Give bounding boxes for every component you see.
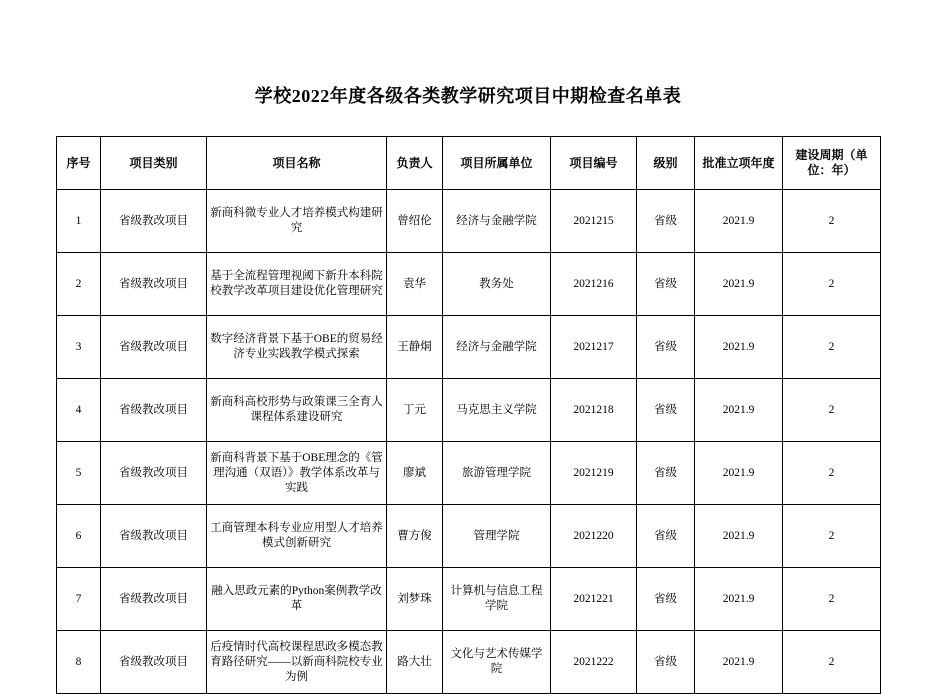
table-header	[57, 137, 881, 190]
column-header-period: 建设周期（单位：年）	[783, 137, 881, 190]
cell-code: 2021220	[551, 505, 637, 568]
cell-year: 2021.9	[695, 253, 783, 316]
cell-category: 省级教改项目	[101, 442, 207, 505]
table-row	[57, 379, 881, 442]
cell-category: 省级教改项目	[101, 631, 207, 694]
cell-name: 数字经济背景下基于OBE的贸易经济专业实践教学模式探索	[207, 316, 387, 379]
cell-leader: 曹方俊	[387, 505, 443, 568]
cell-year: 2021.9	[695, 190, 783, 253]
cell-period: 2	[783, 442, 881, 505]
cell-leader: 王静烔	[387, 316, 443, 379]
cell-seq: 7	[57, 568, 101, 631]
cell-period: 2	[783, 316, 881, 379]
project-table	[56, 136, 881, 694]
cell-category: 省级教改项目	[101, 316, 207, 379]
cell-level: 省级	[637, 379, 695, 442]
column-header-leader: 负责人	[387, 137, 443, 190]
cell-period: 2	[783, 190, 881, 253]
cell-year: 2021.9	[695, 568, 783, 631]
cell-period: 2	[783, 505, 881, 568]
cell-unit: 经济与金融学院	[443, 190, 551, 253]
table-header-row	[57, 137, 881, 190]
cell-seq: 8	[57, 631, 101, 694]
cell-name: 工商管理本科专业应用型人才培养模式创新研究	[207, 505, 387, 568]
column-header-name: 项目名称	[207, 137, 387, 190]
cell-seq: 2	[57, 253, 101, 316]
cell-leader: 刘梦珠	[387, 568, 443, 631]
cell-level: 省级	[637, 316, 695, 379]
cell-seq: 3	[57, 316, 101, 379]
cell-code: 2021215	[551, 190, 637, 253]
cell-leader: 丁元	[387, 379, 443, 442]
column-header-year: 批准立项年度	[695, 137, 783, 190]
table-body	[57, 190, 881, 694]
cell-name: 新商科微专业人才培养模式构建研究	[207, 190, 387, 253]
cell-code: 2021218	[551, 379, 637, 442]
cell-level: 省级	[637, 505, 695, 568]
table-row	[57, 253, 881, 316]
cell-level: 省级	[637, 190, 695, 253]
cell-code: 2021217	[551, 316, 637, 379]
column-header-category: 项目类别	[101, 137, 207, 190]
cell-name: 基于全流程管理视阈下新升本科院校教学改革项目建设优化管理研究	[207, 253, 387, 316]
cell-unit: 马克思主义学院	[443, 379, 551, 442]
cell-period: 2	[783, 568, 881, 631]
table-row	[57, 316, 881, 379]
cell-unit: 管理学院	[443, 505, 551, 568]
cell-code: 2021219	[551, 442, 637, 505]
cell-seq: 4	[57, 379, 101, 442]
cell-category: 省级教改项目	[101, 253, 207, 316]
table-row	[57, 505, 881, 568]
project-table-container	[56, 136, 880, 694]
cell-year: 2021.9	[695, 316, 783, 379]
table-row	[57, 190, 881, 253]
cell-unit: 文化与艺术传媒学院	[443, 631, 551, 694]
cell-category: 省级教改项目	[101, 190, 207, 253]
cell-period: 2	[783, 253, 881, 316]
cell-level: 省级	[637, 442, 695, 505]
cell-level: 省级	[637, 568, 695, 631]
cell-year: 2021.9	[695, 379, 783, 442]
cell-seq: 1	[57, 190, 101, 253]
cell-name: 后疫情时代高校课程思政多模态教育路径研究——以新商科院校专业为例	[207, 631, 387, 694]
cell-leader: 曾绍伦	[387, 190, 443, 253]
cell-seq: 5	[57, 442, 101, 505]
cell-category: 省级教改项目	[101, 379, 207, 442]
cell-unit: 旅游管理学院	[443, 442, 551, 505]
cell-category: 省级教改项目	[101, 505, 207, 568]
cell-leader: 袁华	[387, 253, 443, 316]
column-header-level: 级别	[637, 137, 695, 190]
cell-level: 省级	[637, 631, 695, 694]
cell-name: 新商科背景下基于OBE理念的《管理沟通（双语）》教学体系改革与实践	[207, 442, 387, 505]
cell-unit: 经济与金融学院	[443, 316, 551, 379]
column-header-unit: 项目所属单位	[443, 137, 551, 190]
cell-level: 省级	[637, 253, 695, 316]
table-row	[57, 442, 881, 505]
table-row	[57, 568, 881, 631]
cell-year: 2021.9	[695, 505, 783, 568]
column-header-code: 项目编号	[551, 137, 637, 190]
cell-code: 2021216	[551, 253, 637, 316]
column-header-seq: 序号	[57, 137, 101, 190]
table-row	[57, 631, 881, 694]
cell-leader: 廖斌	[387, 442, 443, 505]
cell-year: 2021.9	[695, 631, 783, 694]
cell-period: 2	[783, 379, 881, 442]
page-title: 学校2022年度各级各类教学研究项目中期检查名单表	[254, 86, 682, 106]
cell-period: 2	[783, 631, 881, 694]
cell-seq: 6	[57, 505, 101, 568]
cell-leader: 路大壮	[387, 631, 443, 694]
cell-category: 省级教改项目	[101, 568, 207, 631]
cell-name: 融入思政元素的Python案例教学改革	[207, 568, 387, 631]
cell-unit: 教务处	[443, 253, 551, 316]
cell-code: 2021222	[551, 631, 637, 694]
cell-code: 2021221	[551, 568, 637, 631]
cell-unit: 计算机与信息工程学院	[443, 568, 551, 631]
cell-name: 新商科高校形势与政策课三全育人课程体系建设研究	[207, 379, 387, 442]
cell-year: 2021.9	[695, 442, 783, 505]
